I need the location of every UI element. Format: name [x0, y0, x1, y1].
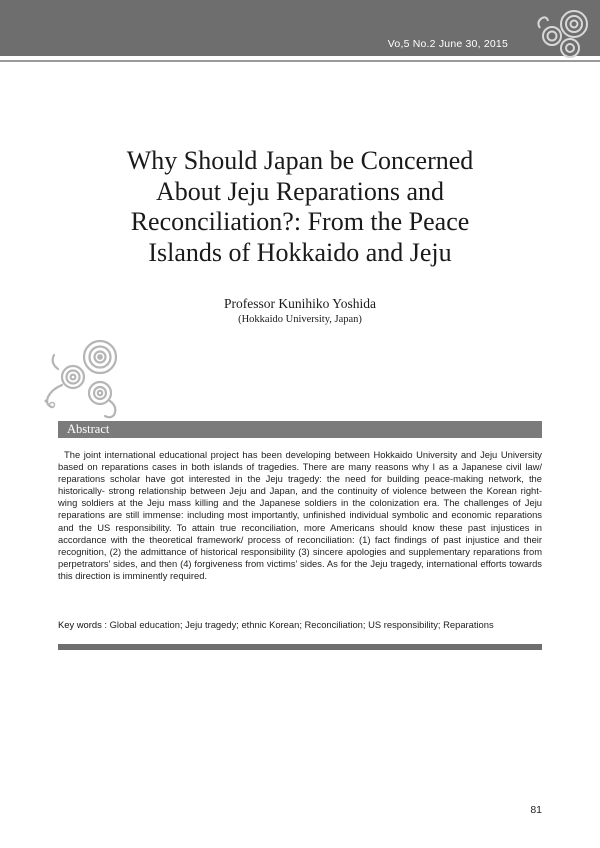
- corner-ornament-icon: [530, 6, 592, 60]
- keywords-separator: :: [101, 619, 110, 630]
- title-line: About Jeju Reparations and: [155, 176, 445, 206]
- abstract-header: [58, 421, 542, 438]
- page-number: 81: [530, 804, 542, 816]
- keywords: [58, 619, 542, 631]
- header-rule: [0, 60, 600, 62]
- abstract-heading: Abstract: [67, 422, 110, 436]
- title-line: Why Should Japan be Concerned: [126, 146, 474, 175]
- article-title: [60, 146, 540, 268]
- abstract-body: The joint international educational project has been developing between Hokkaido University and Jeju University based on reparations cases in both islands of tragedies. There are many reasons why I as a Japanese civil law/ reparations scholar have got interested in the Jeju tragedy: the need for building peace-making network, the historically- strong relationship between Jeju and Japan, and the continuity of violence between the Korean right-wing soldiers at the Jeju mass killing and the Japanese soldiers in the colonization era. The challenges of Jeju reparations are still immense: including most importantly, unfinished individual symbolic and economic reparations and the US responsibility. To attain true reconciliation, more Americans should know these past injustices in accordance with the theoretical framework/ process of reconciliation: (1) fact findings of past injustice and their recognition, (2) the admittance of historical responsibility (3) sincere apologies and supplementary reparations from perpetrators’ sides, and then (4) forgiveness from victims’ sides. As for the Jeju tragedy, international efforts towards this direction is imminently required.: [58, 449, 542, 581]
- header-bar: [0, 0, 600, 56]
- swirl-ornament-icon: [40, 335, 140, 421]
- title-line: Islands of Hokkaido and Jeju: [148, 237, 452, 267]
- author-name: Professor Kunihiko Yoshida: [224, 296, 376, 311]
- section-divider: [58, 644, 542, 650]
- author-affiliation: (Hokkaido University, Japan): [238, 314, 362, 325]
- keywords-text: Global education; Jeju tragedy; ethnic Korean; Reconciliation; US responsibility; Reparations: [109, 619, 494, 630]
- issue-info: Vo,5 No.2 June 30, 2015: [387, 38, 508, 50]
- title-line: Reconciliation?: From the Peace: [130, 207, 470, 236]
- keywords-label: Key words: [58, 619, 102, 630]
